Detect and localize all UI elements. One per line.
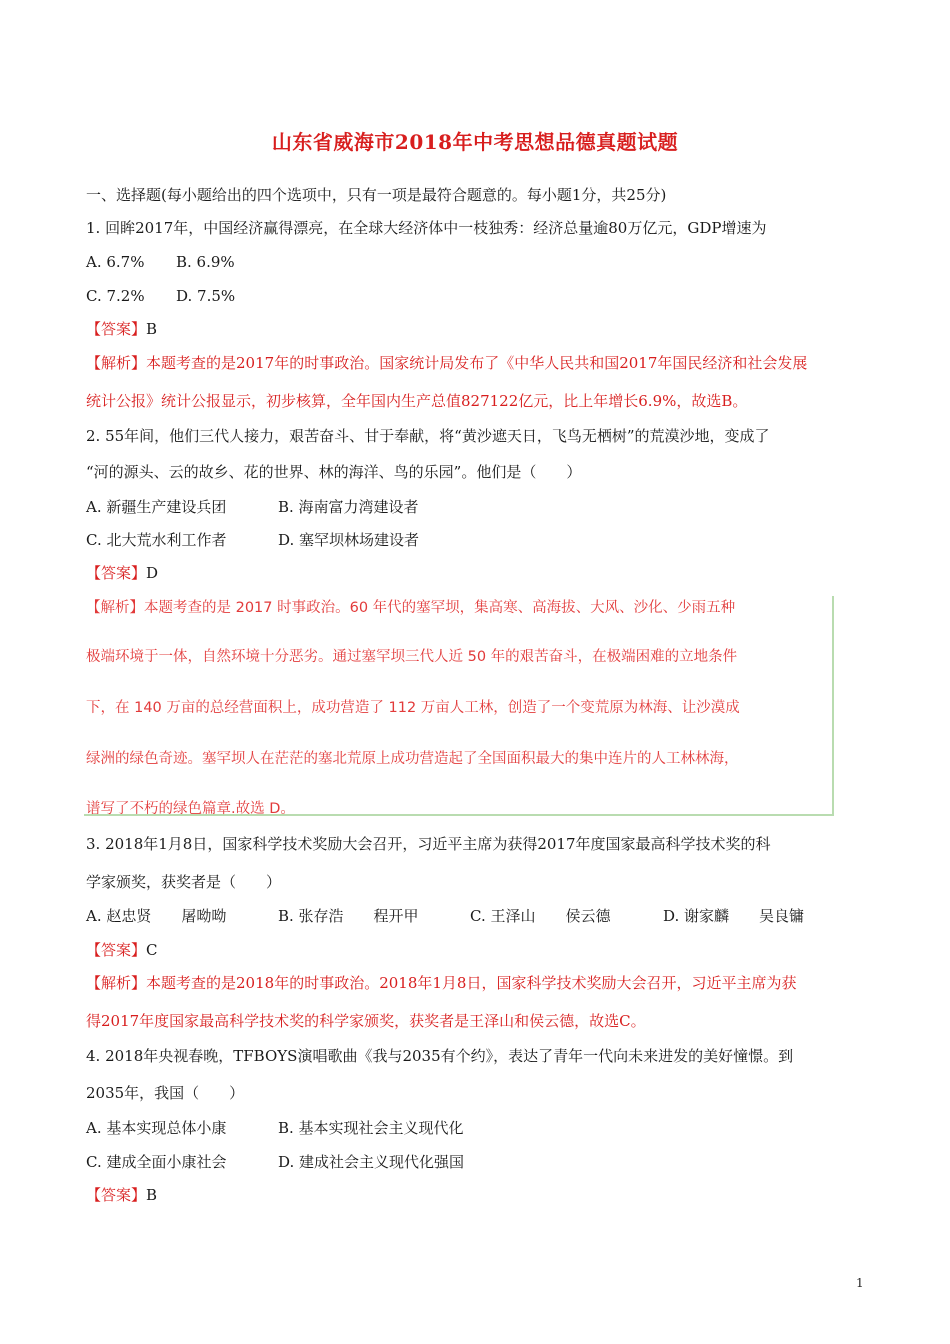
option-c: C. 北大荒水利工作者 — [86, 531, 227, 549]
option-a: A. 新疆生产建设兵团 — [86, 498, 227, 516]
question-4-answer — [86, 1184, 876, 1206]
question-2-stem-line-2: “河的源头、云的故乡、花的世界、林的海洋、鸟的乐园”。他们是（ ） — [86, 463, 582, 481]
option-b: B. 基本实现社会主义现代化 — [278, 1119, 464, 1137]
section-heading: 一、选择题(每小题给出的四个选项中，只有一项是最符合题意的。每小题1分，共25分) — [86, 186, 667, 204]
option-b: B. 6.9% — [176, 253, 235, 271]
question-1-analysis-line-2: 统计公报》统计公报显示，初步核算，全年国内生产总值827122亿元，比上年增长6.9%，故选B。 — [86, 392, 748, 410]
question-2-analysis-line-4: 绿洲的绿色奇迹。塞罕坝人在茫茫的塞北荒原上成功营造起了全国面积最大的集中连片的人工林林海， — [86, 751, 739, 767]
question-3-stem-line-2: 学家颁奖，获奖者是（ ） — [86, 873, 282, 891]
option-d: D. 建成社会主义现代化强国 — [278, 1153, 465, 1171]
page-number: 1 — [856, 1276, 864, 1290]
answer-label: 【答案】 — [86, 320, 147, 338]
question-2-analysis-line-3: 下，在 140 万亩的总经营面积上，成功营造了 112 万亩人工林，创造了一个变荒原为林海、让沙漠成 — [86, 700, 740, 716]
option-a: A. 赵忠贤 屠呦呦 — [86, 907, 227, 925]
answer-label: 【答案】 — [86, 564, 147, 582]
question-3-answer — [86, 939, 876, 961]
analysis-label: 【解析】 — [86, 354, 147, 372]
answer-label: 【答案】 — [86, 1186, 147, 1204]
option-a: A. 基本实现总体小康 — [86, 1119, 227, 1137]
analysis-text: 本题考查的是2017年的时事政治。国家统计局发布了《中华人民共和国2017年国民经济和社会发展 — [146, 354, 808, 372]
question-2-analysis-line-2: 极端环境于一体，自然环境十分恶劣。通过塞罕坝三代人近 50 年的艰苦奋斗，在极端困难的立地条件 — [86, 649, 738, 665]
question-2-stem-line-1: 2. 55年间，他们三代人接力，艰苦奋斗、甘于奉献，将“黄沙遮天日，飞鸟无栖树”的荒漠沙地，变成了 — [86, 427, 770, 445]
option-d: D. 谢家麟 吴良镛 — [663, 907, 805, 925]
question-1-analysis-line-1 — [86, 352, 876, 374]
question-2-analysis-line-1: 【解析】本题考查的是 2017 时事政治。60 年代的塞罕坝，集高寒、高海拔、大风、沙化、少雨五种 — [86, 600, 736, 616]
question-2-answer — [86, 562, 876, 584]
option-c: C. 建成全面小康社会 — [86, 1153, 227, 1171]
analysis-label: 【解析】 — [86, 974, 147, 992]
option-b: B. 张存浩 程开甲 — [278, 907, 419, 925]
option-a: A. 6.7% — [86, 253, 145, 271]
option-d: D. 塞罕坝林场建设者 — [278, 531, 420, 549]
option-c: C. 王泽山 侯云德 — [470, 907, 611, 925]
question-1-stem: 1. 回眸2017年，中国经济赢得漂亮，在全球大经济体中一枝独秀：经济总量逾80万亿元，GDP增速为 — [86, 219, 767, 237]
question-3-analysis-line-2: 得2017年度国家最高科学技术奖的科学家颁奖，获奖者是王泽山和侯云德，故选C。 — [86, 1012, 646, 1030]
question-4-stem-line-2: 2035年，我国（ ） — [86, 1084, 245, 1102]
option-b: B. 海南富力湾建设者 — [278, 498, 419, 516]
option-d: D. 7.5% — [176, 287, 236, 305]
page-title: 山东省威海市2018年中考思想品德真题试题 — [271, 130, 679, 154]
analysis-text: 本题考查的是2018年的时事政治。2018年1月8日，国家科学技术奖励大会召开，习近平主席为获 — [146, 974, 797, 992]
question-3-analysis-line-1 — [86, 972, 876, 994]
answer-value: C — [146, 941, 158, 959]
answer-value: B — [146, 1186, 158, 1204]
question-3-stem-line-1: 3. 2018年1月8日，国家科学技术奖励大会召开，习近平主席为获得2017年度国家最高科学技术奖的科 — [86, 835, 771, 853]
question-4-stem-line-1: 4. 2018年央视春晚，TFBOYS演唱歌曲《我与2035有个约》，表达了青年一代向未来进发的美好憧憬。到 — [86, 1047, 794, 1065]
question-2-analysis-line-5: 谱写了不朽的绿色篇章.故选 D。 — [86, 801, 295, 817]
option-c: C. 7.2% — [86, 287, 145, 305]
question-1-answer — [86, 318, 876, 340]
answer-value: B — [146, 320, 158, 338]
answer-value: D — [146, 564, 159, 582]
answer-label: 【答案】 — [86, 941, 147, 959]
